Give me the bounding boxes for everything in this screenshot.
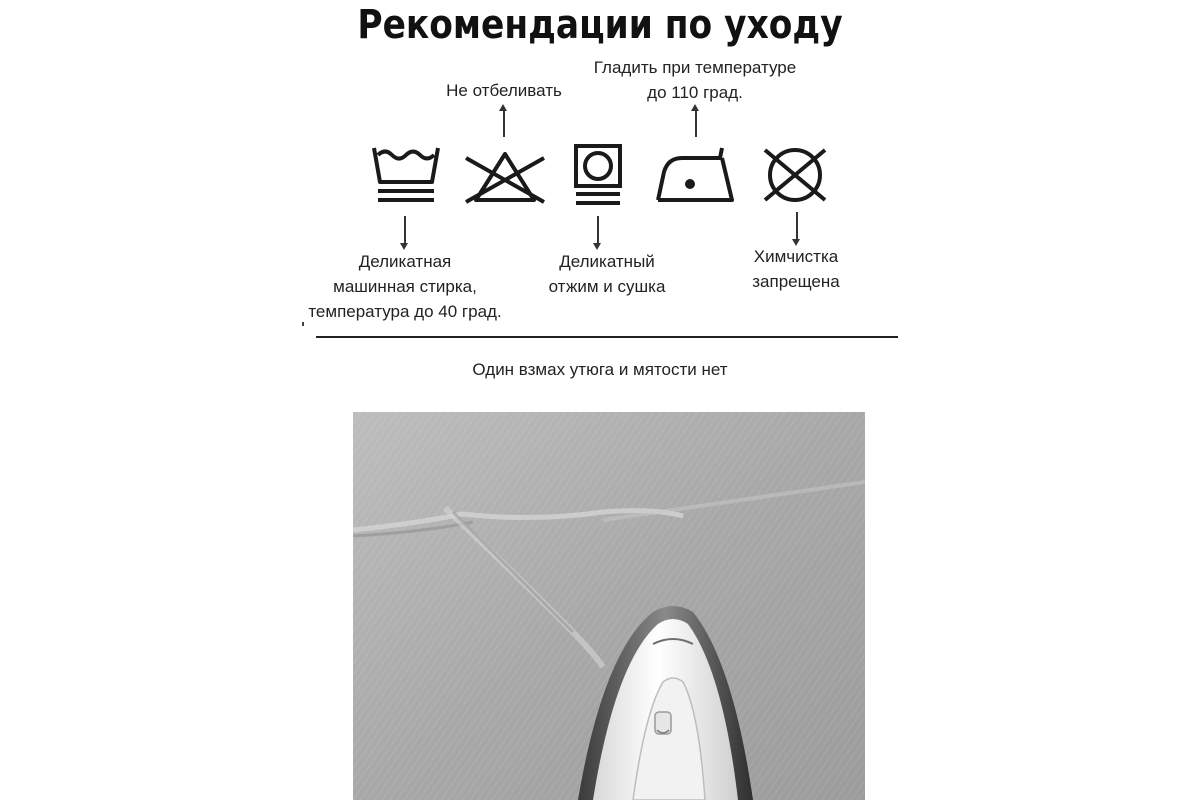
arrow-down-dry [597, 216, 599, 244]
iron-label-line-1: Гладить при температуре [593, 58, 797, 77]
ironing-photo-illustration [353, 412, 865, 800]
delicate-tumble-dry-icon [570, 140, 626, 210]
dry-label-line-2: отжим и сушка [548, 277, 666, 296]
iron-low-temperature-icon [650, 140, 740, 210]
ironing-photo [353, 412, 865, 800]
delicate-dry-label [507, 249, 707, 299]
no-bleach-text: Не отбеливать [446, 81, 562, 100]
section-divider [316, 336, 898, 338]
delicate-wash-40-icon [366, 140, 446, 210]
dry-label-line-1: Деликатный [559, 252, 655, 271]
delicate-wash-label [285, 249, 525, 324]
caption: Один взмах утюга и мятости нет [472, 360, 728, 379]
arrow-up-iron [695, 110, 697, 137]
no-dry-clean-icon [755, 140, 835, 210]
iron-label-line-2: до 110 град. [647, 83, 743, 102]
arrow-down-wash [404, 216, 406, 244]
no-bleach-icon [460, 140, 550, 210]
arrow-up-no-bleach [503, 110, 505, 137]
iron-temperature-label [575, 55, 815, 105]
no-bleach-label [414, 78, 594, 103]
wash-label-line-3: температура до 40 град. [308, 302, 502, 321]
arrow-down-dryclean [796, 212, 798, 240]
wash-label-line-1: Деликатная [358, 252, 452, 271]
no-dryclean-label [716, 244, 876, 294]
stray-mark [302, 322, 304, 326]
dryclean-label-line-2: запрещена [752, 272, 840, 291]
wash-label-line-2: машинная стирка, [333, 277, 477, 296]
dryclean-label-line-1: Химчистка [753, 247, 839, 266]
page-title: Рекомендации по уходу [357, 2, 843, 48]
